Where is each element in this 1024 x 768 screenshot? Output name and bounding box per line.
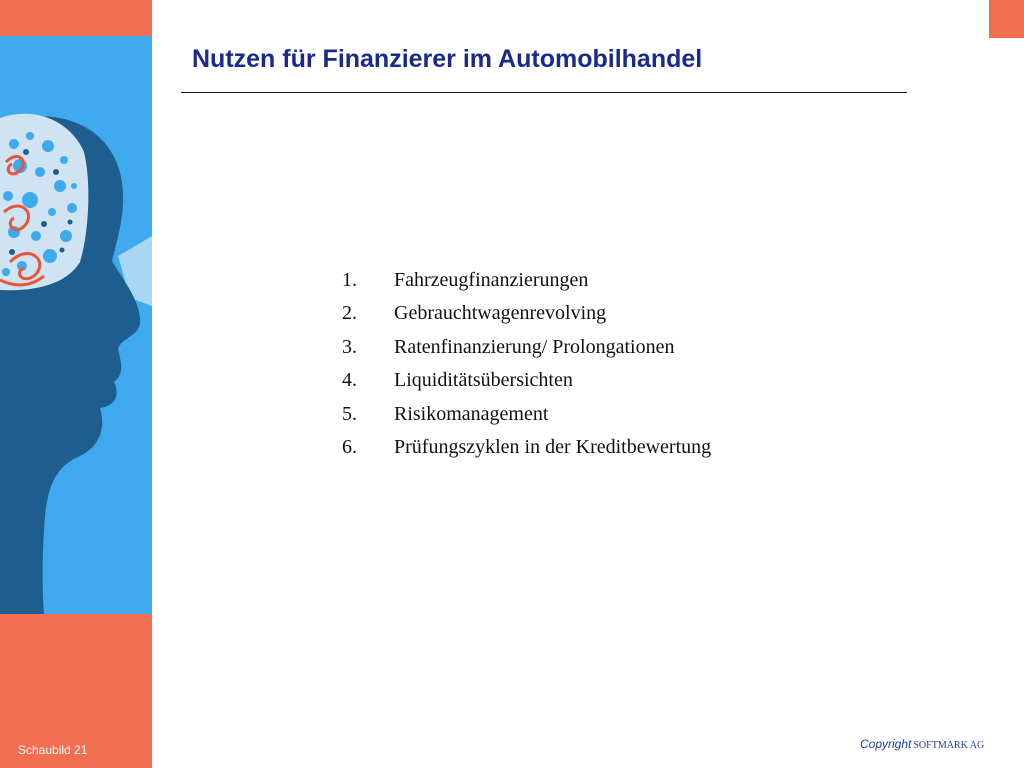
head-profile-brain-icon [0,36,152,614]
list-item-number: 5. [342,402,357,425]
list-item-number: 1. [342,269,357,291]
copyright-label: Copyright [860,737,912,751]
benefits-list [342,266,902,466]
list-item-text: Gebrauchtwagenrevolving [394,302,607,325]
title-divider [181,92,907,93]
list-item [342,266,902,299]
list-item [342,433,902,466]
list-item [342,333,902,366]
list-item-text: Ratenfinanzierung/ Prolongationen [394,335,675,358]
list-item-text: Liquiditätsübersichten [394,369,573,392]
company-name: SOFTMARK AG [913,740,985,751]
copyright-notice [860,737,984,751]
list-item-number: 6. [342,435,357,458]
list-item-text: Risikomanagement [394,402,549,425]
list-item-number: 2. [342,302,357,325]
list-item [342,366,902,399]
slide-number-label: Schaubild 21 [18,743,88,757]
list-item-text: Fahrzeugfinanzierungen [394,269,589,291]
accent-corner-block [989,0,1024,38]
accent-band-top [0,0,152,36]
list-item [342,400,902,433]
slide-title: Nutzen für Finanzierer im Automobilhandel [192,45,703,73]
list-item-number: 4. [342,369,357,392]
list-item-text: Prüfungszyklen in der Kreditbewertung [394,435,712,458]
list-item [342,299,902,332]
list-item-number: 3. [342,335,357,358]
